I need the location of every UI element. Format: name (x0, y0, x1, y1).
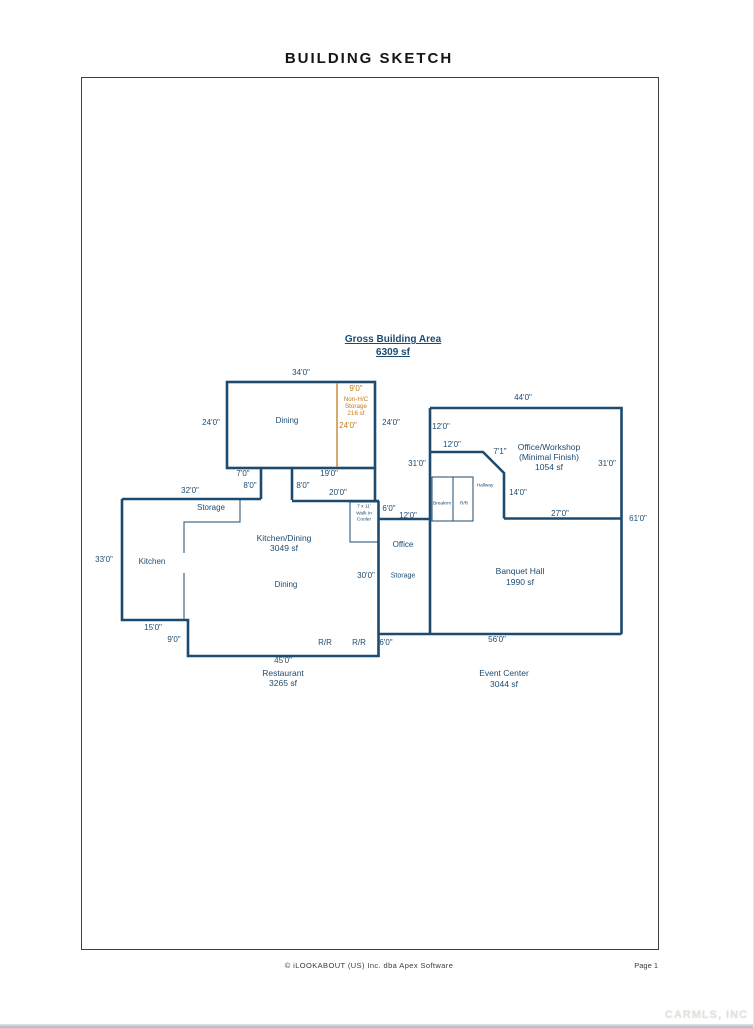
area-label: Banquet Hall (495, 565, 545, 576)
scan-edge-bottom (0, 1024, 754, 1028)
dim-label: 33'0" (95, 555, 113, 564)
dim-label: 6'0" (379, 638, 393, 647)
dim-label: 34'0" (292, 368, 310, 377)
dim-label: 31'0" (408, 459, 426, 468)
dim-label: 7'0" (236, 469, 250, 478)
dim-label: 56'0" (488, 635, 506, 644)
room-label: Office (392, 540, 414, 549)
room-label: Storage (196, 503, 226, 512)
dim-label: 9'0" (167, 635, 181, 644)
area-label: (Minimal Finish) (519, 451, 579, 462)
dim-label: 24'0" (382, 418, 400, 427)
area-label: Event Center (479, 667, 529, 678)
area-label: 1990 sf (506, 576, 534, 587)
dim-label: 45'0" (274, 656, 292, 665)
tiny-label: Cooler (356, 517, 372, 523)
dim-label: 8'0" (243, 481, 257, 490)
dim-label: 44'0" (514, 393, 532, 402)
page-title: BUILDING SKETCH (284, 50, 454, 67)
mls-watermark: CARMLS, INC (664, 1009, 748, 1021)
gross-building-area-heading (303, 333, 483, 359)
tiny-label: Hallway (476, 483, 494, 489)
tiny-label: 7 x 11' (357, 504, 371, 510)
dim-label: 61'0" (629, 514, 647, 523)
dim-label: 24'0" (339, 421, 357, 430)
tiny-label: Walk In (356, 511, 372, 517)
room-label: R/R (318, 638, 332, 647)
tiny-label: R/R (459, 501, 469, 507)
area-label: 3044 sf (490, 678, 518, 689)
gross-area-value: 6309 sf (376, 347, 410, 358)
copyright-text: © iLOOKABOUT (US) Inc. dba Apex Software (284, 961, 454, 970)
dim-label: 9'0" (349, 384, 363, 393)
dim-label: 12'0" (399, 511, 417, 520)
dim-label: 24'0" (202, 418, 220, 427)
tiny-label: Breakrm (432, 501, 452, 507)
gross-area-label: Gross Building Area (344, 334, 442, 345)
dim-label: 30'0" (357, 571, 375, 580)
dim-label: 32'0" (181, 486, 199, 495)
dim-label: 14'0" (509, 488, 527, 497)
page-number: Page 1 (634, 961, 658, 970)
room-label: Storage (390, 572, 416, 580)
dim-label: 6'0" (382, 504, 396, 513)
area-label: Office/Workshop (517, 441, 581, 452)
dim-label: 27'0" (551, 509, 569, 518)
room-label: R/R (352, 638, 366, 647)
dim-label: 15'0" (144, 623, 162, 632)
room-label: Dining (275, 416, 299, 425)
dim-label: 19'0" (320, 469, 338, 478)
dim-label: 12'0" (432, 422, 450, 431)
otiny-label: Storage (344, 402, 368, 410)
area-label: Restaurant (262, 667, 304, 678)
otiny-label: Non-H/C (343, 395, 369, 403)
room-label: Kitchen (138, 557, 166, 566)
area-label: 3049 sf (270, 542, 298, 553)
dim-label: 12'0" (443, 440, 461, 449)
dim-label: 20'0" (329, 488, 347, 497)
area-label: 3265 sf (269, 677, 297, 688)
room-label: Dining (274, 580, 298, 589)
area-label: Kitchen/Dining (256, 532, 312, 543)
dim-label: 8'0" (296, 481, 310, 490)
otiny-label: 216 sf (347, 409, 365, 417)
dim-label: 31'0" (598, 459, 616, 468)
dim-label: 7'1" (493, 447, 507, 456)
area-label: 1054 sf (535, 461, 563, 472)
